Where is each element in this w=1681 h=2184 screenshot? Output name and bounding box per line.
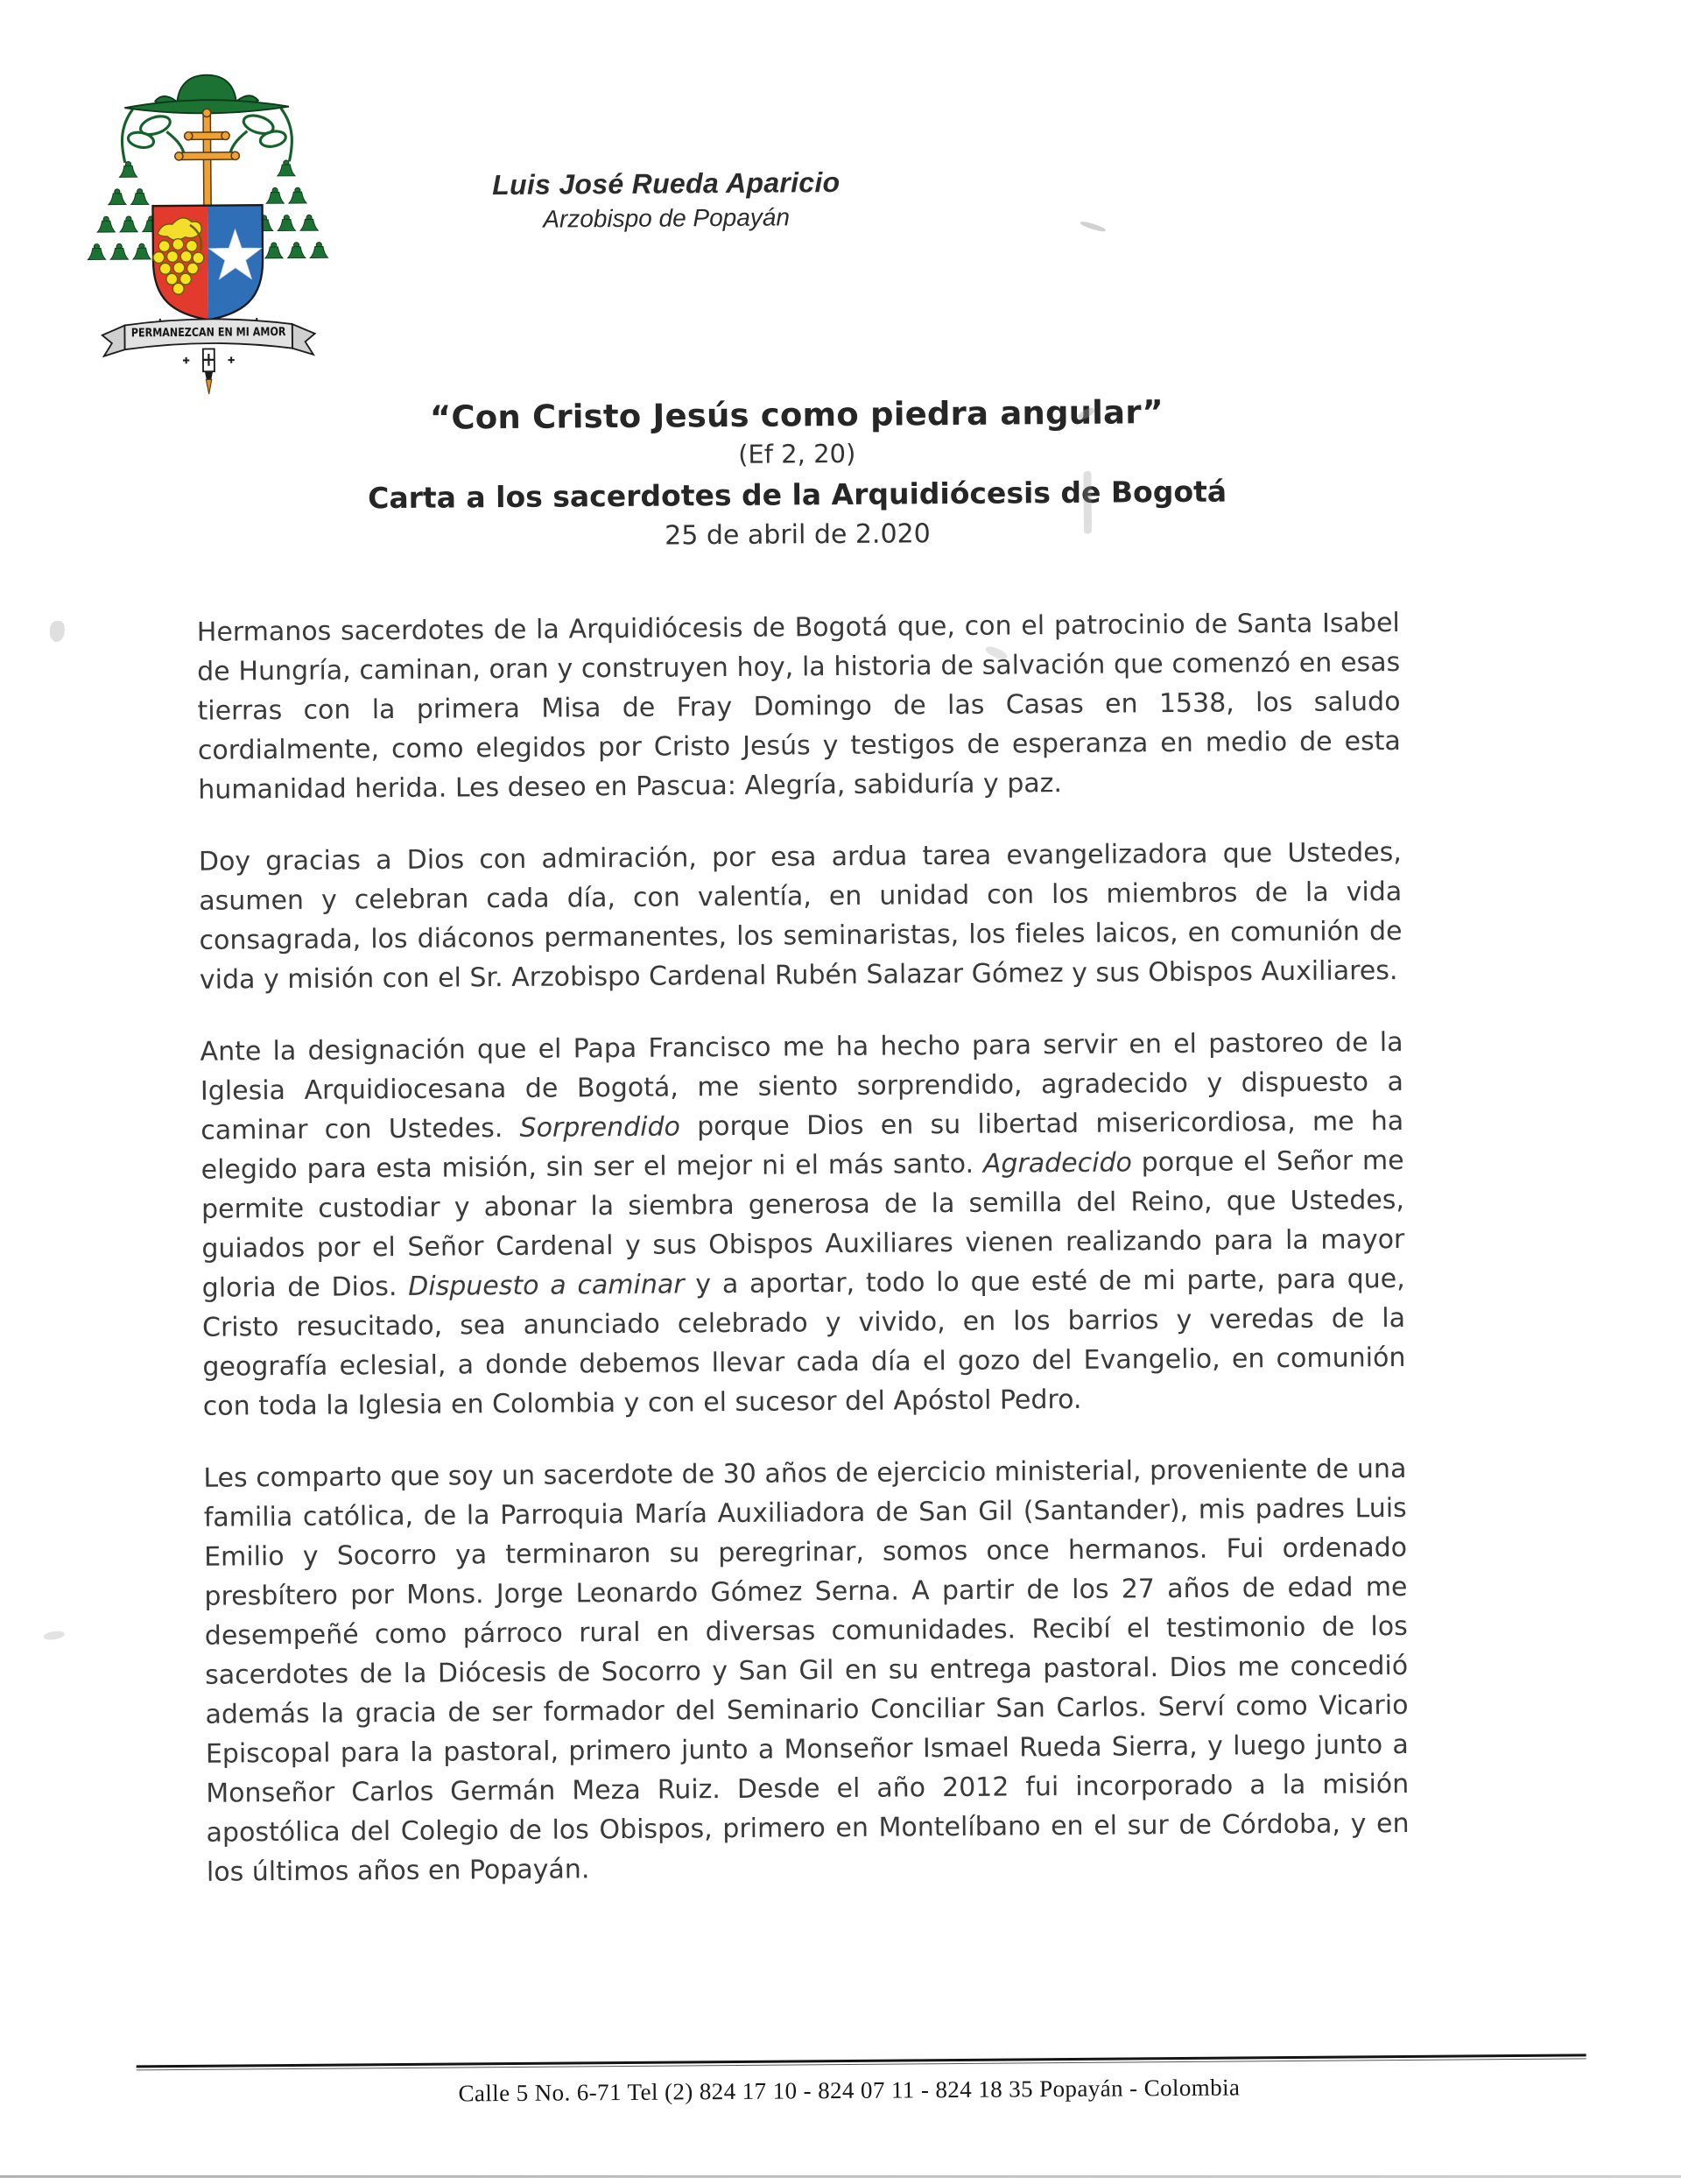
- paragraph: Les comparto que soy un sacerdote de 30 años de ejercicio ministerial, proveniente de una familia católica, de la Parroquia María Auxiliadora de San Gil (Santander), mis padres Luis Emilio y Socorro ya terminaron su peregrinar, somos once hermanos. Fui ordenado presbítero por Mons. Jorge Leonardo Gómez Serna. A partir de los 27 años de edad me desempeñé como párroco rural en diversas comunidades. Recibí el testimonio de los sacerdotes de la Diócesis de Socorro y San Gil en su entrega pastoral. Dios me concedió además la gracia de ser formador del Seminario Conciliar San Carlos. Serví como Vicario Episcopal para la pastoral, primero junto a Monseñor Ismael Rueda Sierra, y luego junto a Monseñor Carlos Germán Meza Ruiz. Desde el año 2012 fui incorporado a la misión apostólica del Colegio de los Obispos, primero en Montelíbano en el sur de Córdoba, y en los últimos años en Popayán.: [203, 1453, 1410, 1888]
- footer-address: Calle 5 No. 6-71 Tel (2) 824 17 10 - 824 07 11 - 824 18 35 Popayán - Colombia: [458, 2074, 1241, 2107]
- scan-artifact: [1080, 220, 1106, 233]
- scan-artifact: [1083, 471, 1092, 534]
- scan-artifact: [43, 1630, 65, 1640]
- crozier-tip: [203, 349, 215, 394]
- motto-text: PERMANEZCAN EN MI AMOR: [130, 325, 317, 341]
- footer-rule: [137, 2054, 1586, 2068]
- title-quote: “Con Cristo Jesús como piedra angular”: [429, 393, 1164, 437]
- patriarchal-cross-icon: [174, 109, 240, 210]
- scan-bottom-edge: [0, 2175, 1681, 2178]
- paragraph: Ante la designación que el Papa Francisco me ha hecho para servir en el pastoreo de la Iglesia Arquidiocesana de Bogotá, me siento sorprendido, agradecido y dispuesto a caminar con Ustedes. Sorprendido porque Dios en su libertad misericordiosa, me ha elegido para esta misión, sin ser el mejor ni el más santo. Agradecido porque el Señor me permite custodiar y abonar la siembra generosa de la semilla del Reino, que Ustedes, guiados por el Señor Cardenal y sus Obispos Auxiliares vienen realizando para la mayor gloria de Dios. Dispuesto a caminar y a aportar, todo lo que esté de mi parte, para que, Cristo resucitado, sea anunciado celebrado y vivido, en los barrios y veredas de la geografía eclesial, a donde debemos llevar cada día el gozo del Evangelio, en comunión con toda la Iglesia en Colombia y con el sucesor del Apóstol Pedro.: [200, 1026, 1406, 1422]
- title-date: 25 de abril de 2.020: [665, 518, 931, 552]
- title-reference: (Ef 2, 20): [738, 438, 856, 469]
- letter-body: [197, 603, 1410, 1925]
- document-title: [195, 391, 1399, 555]
- scan-artifact: [50, 621, 65, 642]
- letterhead-role: Arzobispo de Popayán: [543, 203, 791, 233]
- letterhead-name: Luis José Rueda Aparicio: [492, 166, 840, 201]
- archbishop-crest: [85, 34, 329, 398]
- paragraph: Hermanos sacerdotes de la Arquidiócesis de Bogotá que, con el patrocinio de Santa Isabel de Hungría, caminan, oran y construyen hoy, la historia de salvación que comenzó en esas tierras con la primera Misa de Fray Domingo de las Casas en 1538, los saludo cordialmente, como elegidos por Cristo Jesús y testigos de esperanza en medio de esta humanidad herida. Les deseo en Pascua: Alegría, sabiduría y paz.: [196, 607, 1401, 806]
- letterhead: [439, 166, 895, 234]
- title-subject: Carta a los sacerdotes de la Arquidiócesis de Bogotá: [367, 474, 1227, 516]
- paragraph: Doy gracias a Dios con admiración, por esa ardua tarea evangelizadora que Ustedes, asumen y celebran cada día, con valentía, en unidad con los miembros de la vida consagrada, los diáconos permanentes, los seminaristas, los fieles laicos, en comunión de vida y misión con el Sr. Arzobispo Cardenal Rubén Salazar Gómez y sus Obispos Auxiliares.: [198, 836, 1403, 996]
- episcopal-crest-icon: [85, 34, 329, 398]
- galero-hat-icon: [124, 74, 289, 114]
